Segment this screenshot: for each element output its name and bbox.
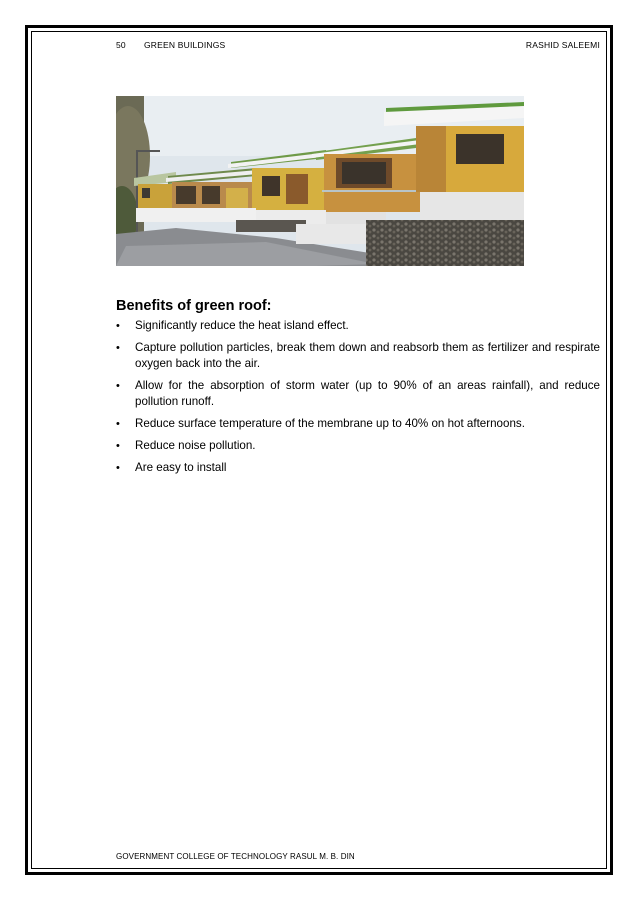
list-item [116, 340, 600, 372]
list-item [116, 460, 600, 476]
page-number: 50 [116, 40, 126, 50]
bullet-icon: • [116, 462, 120, 474]
list-item [116, 318, 600, 334]
list-item-text: Reduce noise pollution. [135, 439, 256, 452]
list-item-text: Capture pollution particles, break them down and reabsorb them as fertilizer and respirate oxygen back into the air. [135, 341, 600, 370]
bullet-icon: • [116, 320, 120, 332]
page-footer: GOVERNMENT COLLEGE OF TECHNOLOGY RASUL M. B. DIN [116, 852, 355, 861]
bullet-icon: • [116, 418, 120, 430]
bullet-icon: • [116, 380, 120, 392]
book-title: GREEN BUILDINGS [144, 40, 226, 50]
green-roof-houses-photo [116, 96, 524, 266]
list-item [116, 438, 600, 454]
page-header [116, 40, 600, 54]
list-item-text: Reduce surface temperature of the membrane up to 40% on hot afternoons. [135, 417, 525, 430]
list-item-text: Allow for the absorption of storm water (up to 90% of an areas rainfall), and reduce pollution runoff. [135, 379, 600, 408]
list-item-text: Are easy to install [135, 461, 227, 474]
bullet-icon: • [116, 440, 120, 452]
list-item [116, 378, 600, 410]
list-item-text: Significantly reduce the heat island effect. [135, 319, 349, 332]
section-heading: Benefits of green roof: [116, 298, 272, 314]
author-name: RASHID SALEEMI [525, 40, 600, 50]
benefits-list [116, 318, 600, 482]
bullet-icon: • [116, 342, 120, 354]
list-item [116, 416, 600, 432]
